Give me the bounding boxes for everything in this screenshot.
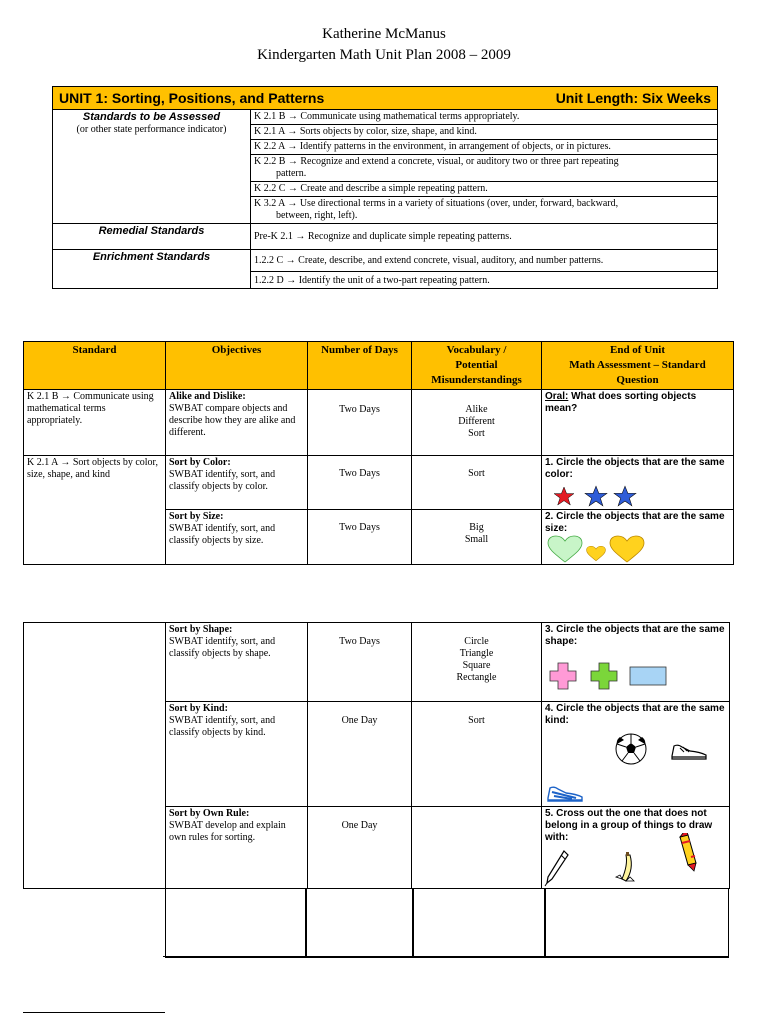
objective-cell bbox=[166, 390, 308, 456]
enrichment-standard: 1.2.2 C → Create, describe, and extend concrete, visual, auditory, and number patterns. bbox=[251, 250, 718, 272]
red-star-icon bbox=[553, 486, 575, 506]
objective-title: Sort by Color: bbox=[169, 457, 231, 468]
lesson-plan-table-continued bbox=[23, 622, 730, 889]
question-cell bbox=[542, 510, 734, 565]
divider bbox=[23, 1012, 165, 1013]
header-objectives: Objectives bbox=[166, 342, 308, 390]
days-cell: Two Days bbox=[308, 623, 412, 702]
unit-length: Unit Length: Six Weeks bbox=[555, 90, 712, 106]
table-row bbox=[24, 623, 730, 702]
assessed-standard: K 2.1 A → Sorts objects by color, size, shape, and kind. bbox=[251, 125, 718, 140]
objective-text: SWBAT identify, sort, and classify objects by size. bbox=[169, 523, 276, 546]
unit-standards-table bbox=[52, 86, 718, 289]
question-text: 5. Cross out the one that does not belong in a group of things to draw with: bbox=[545, 808, 713, 843]
question-cell bbox=[542, 702, 730, 807]
objective-cell bbox=[166, 623, 308, 702]
vocab-cell: Big Small bbox=[412, 510, 542, 565]
objective-text: SWBAT compare objects and describe how they are alike and different. bbox=[169, 403, 296, 438]
vocab-cell: Alike Different Sort bbox=[412, 390, 542, 456]
assessed-standard-cell bbox=[251, 197, 718, 224]
standard-cell bbox=[24, 623, 166, 889]
header-standard: Standard bbox=[24, 342, 166, 390]
vocab-cell: Sort bbox=[412, 702, 542, 807]
empty-cell bbox=[165, 888, 307, 958]
assessed-standard: K 2.2 A → Identify patterns in the environment, in arrangement of objects, or in pictures. bbox=[251, 140, 718, 155]
question-cell bbox=[542, 623, 730, 702]
question-cell bbox=[542, 456, 734, 510]
question-text: 2. Circle the objects that are the same size: bbox=[545, 511, 725, 534]
days-cell: Two Days bbox=[308, 510, 412, 565]
remedial-standard: Pre-K 2.1 → Recognize and duplicate simple repeating patterns. bbox=[251, 224, 718, 250]
question-text: 4. Circle the objects that are the same kind: bbox=[545, 703, 725, 726]
table-row bbox=[24, 456, 734, 510]
objective-text: SWBAT identify, sort, and classify objects by kind. bbox=[169, 715, 276, 738]
unit-name: UNIT 1: Sorting, Positions, and Patterns bbox=[59, 90, 325, 106]
enrichment-standard: 1.2.2 D → Identify the unit of a two-part repeating pattern. bbox=[251, 272, 718, 289]
pen-icon bbox=[544, 849, 570, 887]
objective-title: Sort by Shape: bbox=[169, 624, 233, 635]
objective-title: Alike and Dislike: bbox=[169, 391, 246, 402]
blue-sneaker-icon bbox=[546, 780, 584, 804]
blue-star-icon bbox=[584, 485, 608, 507]
objective-cell bbox=[166, 702, 308, 807]
crayon-icon bbox=[674, 833, 698, 873]
objective-text: SWBAT develop and explain own rules for sorting. bbox=[169, 820, 286, 843]
question-text: 1. Circle the objects that are the same color: bbox=[545, 457, 725, 480]
empty-cell bbox=[305, 888, 414, 958]
empty-cell bbox=[544, 888, 729, 958]
author-name: Katherine McManus bbox=[322, 26, 446, 42]
vocab-cell: Sort bbox=[412, 456, 542, 510]
assessed-standard-cont: pattern. bbox=[276, 168, 307, 179]
assessed-label: Standards to be Assessed bbox=[82, 111, 221, 123]
objective-cell bbox=[166, 510, 308, 565]
unit-title-row bbox=[53, 87, 718, 110]
banana-icon bbox=[612, 851, 642, 885]
assessed-standard-cont: between, right, left). bbox=[276, 210, 358, 221]
lesson-plan-table bbox=[23, 341, 734, 565]
objective-cell bbox=[166, 456, 308, 510]
yellow-heart-small-icon bbox=[586, 545, 606, 562]
green-cross-icon bbox=[590, 662, 618, 690]
standard-cell: K 2.1 A → Sort objects by color, size, shape, and kind bbox=[24, 456, 166, 565]
days-cell: Two Days bbox=[308, 456, 412, 510]
vocab-cell: Circle Triangle Square Rectangle bbox=[412, 623, 542, 702]
question-prefix: Oral: bbox=[545, 391, 569, 402]
objective-text: SWBAT identify, sort, and classify objects by color. bbox=[169, 469, 276, 492]
header-vocabulary: Vocabulary / Potential Misunderstandings bbox=[412, 342, 542, 390]
assessed-standard-cell bbox=[251, 155, 718, 182]
enrichment-label: Enrichment Standards bbox=[92, 251, 211, 263]
empty-cell bbox=[412, 888, 546, 958]
pink-cross-icon bbox=[549, 662, 577, 690]
green-heart-icon bbox=[547, 535, 583, 563]
soccer-ball-icon bbox=[614, 732, 648, 766]
assessed-sublabel: (or other state performance indicator) bbox=[76, 124, 227, 135]
blue-rectangle-icon bbox=[629, 666, 667, 686]
remedial-label: Remedial Standards bbox=[98, 225, 205, 237]
question-text: 3. Circle the objects that are the same shape: bbox=[545, 624, 725, 647]
question-cell bbox=[542, 807, 730, 889]
standard-cell: K 2.1 B → Communicate using mathematical terms appropriately. bbox=[24, 390, 166, 456]
days-cell: One Day bbox=[308, 807, 412, 889]
objective-cell bbox=[166, 807, 308, 889]
objective-title: Sort by Kind: bbox=[169, 703, 228, 714]
enrichment-label-cell bbox=[53, 250, 251, 289]
days-cell: Two Days bbox=[308, 390, 412, 456]
assessed-standard: K 2.2 C → Create and describe a simple repeating pattern. bbox=[251, 182, 718, 197]
assessed-label-cell bbox=[53, 110, 251, 224]
days-cell: One Day bbox=[308, 702, 412, 807]
objective-title: Sort by Own Rule: bbox=[169, 808, 250, 819]
question-cell bbox=[542, 390, 734, 456]
header-assessment: End of Unit Math Assessment – Standard Question bbox=[542, 342, 734, 390]
vocab-cell bbox=[412, 807, 542, 889]
objective-title: Sort by Size: bbox=[169, 511, 224, 522]
remedial-label-cell bbox=[53, 224, 251, 250]
plan-header-row bbox=[24, 342, 734, 390]
yellow-heart-large-icon bbox=[609, 535, 645, 563]
assessed-standard: K 3.2 A → Use directional terms in a variety of situations (over, under, forward, backward, bbox=[254, 198, 619, 209]
assessed-standard: K 2.1 B → Communicate using mathematical terms appropriately. bbox=[251, 110, 718, 125]
blue-star-icon bbox=[613, 485, 637, 507]
document-title: Kindergarten Math Unit Plan 2008 – 2009 bbox=[257, 47, 511, 63]
objective-text: SWBAT identify, sort, and classify objects by shape. bbox=[169, 636, 276, 659]
table-row bbox=[24, 390, 734, 456]
white-sneaker-icon bbox=[670, 738, 708, 762]
divider bbox=[163, 956, 728, 957]
assessed-standard: K 2.2 B → Recognize and extend a concrete, visual, or auditory two or three part repeating bbox=[254, 156, 619, 167]
header-days: Number of Days bbox=[308, 342, 412, 390]
question-text: What does sorting objects mean? bbox=[545, 391, 697, 414]
